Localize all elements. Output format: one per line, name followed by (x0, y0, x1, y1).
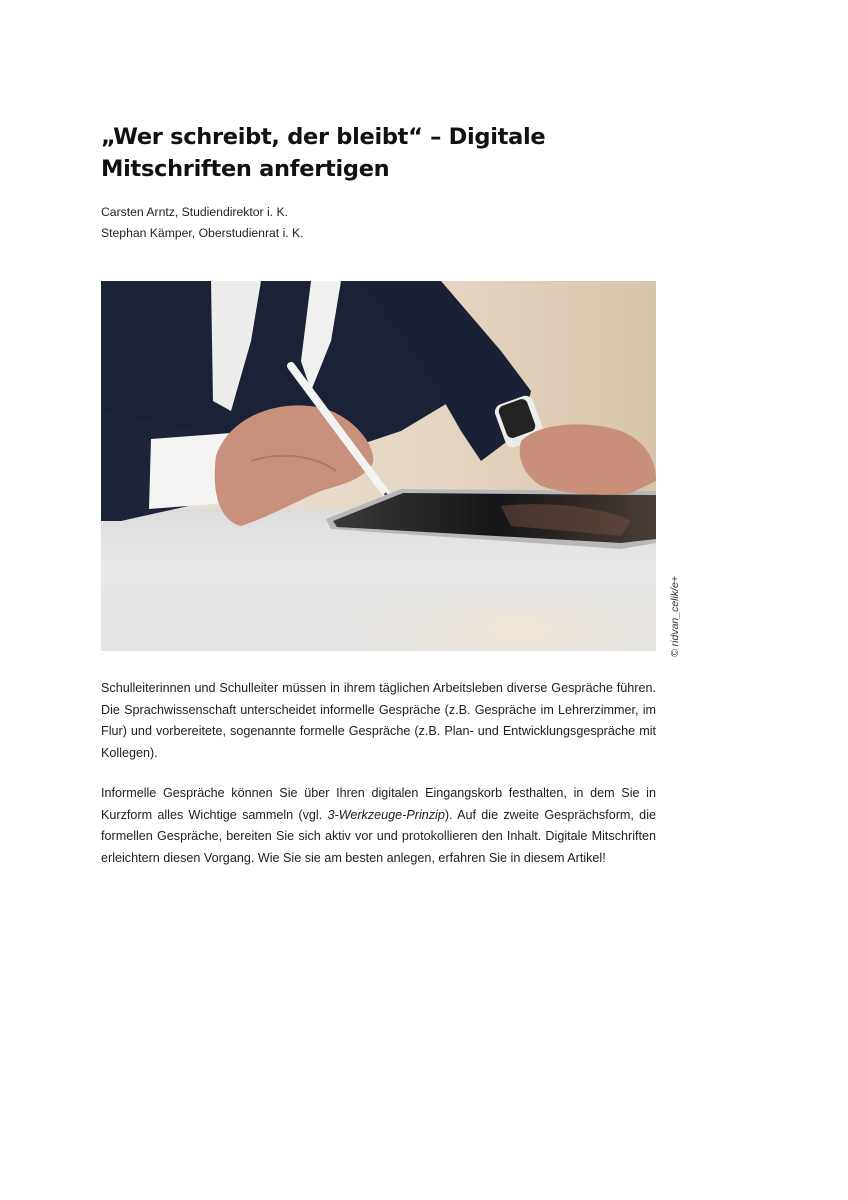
author-2: Stephan Kämper, Oberstudienrat i. K. (101, 226, 304, 240)
photo-credit: © ridvan_celik/e+ (669, 576, 681, 657)
paragraph-2-text-after: ). Auf die zweite Gesprächsform, die formellen Gespräche, bereiten Sie sich aktiv vor und protokollieren den Inhalt. Digitale Mitschriften erleichtern diesen Vorgang. Wie Sie sie am besten anlegen, erfahren Sie in diesem Artikel! (101, 807, 656, 865)
article-photo (101, 281, 656, 651)
photo-illustration (101, 281, 656, 651)
intro-paragraph-1: Schulleiterinnen und Schulleiter müssen in ihrem täglichen Arbeitsleben diverse Gespräche führen. Die Sprachwissenschaft unterscheidet informelle Gespräche (z.B. Gespräche im Lehrerzimmer, im Flur) und vorbereitete, sogenannte formelle Gespräche (z.B. Plan- und Entwicklungsgespräche mit Kollegen). (101, 681, 656, 760)
author-list (101, 202, 304, 244)
author-1: Carsten Arntz, Studiendirektor i. K. (101, 205, 288, 219)
intro-paragraph-2 (101, 783, 656, 869)
paragraph-2-text-before: Informelle Gespräche können Sie über Ihren digitalen Eingangskorb festhalten, in dem Sie in Kurzform alles Wichtige sammeln (vgl. (101, 786, 656, 822)
article-title: „Wer schreibt, der bleibt“ – Digitale Mitschriften anfertigen (101, 124, 546, 182)
reference-3-werkzeuge-prinzip: 3-Werkzeuge-Prinzip (327, 807, 445, 822)
